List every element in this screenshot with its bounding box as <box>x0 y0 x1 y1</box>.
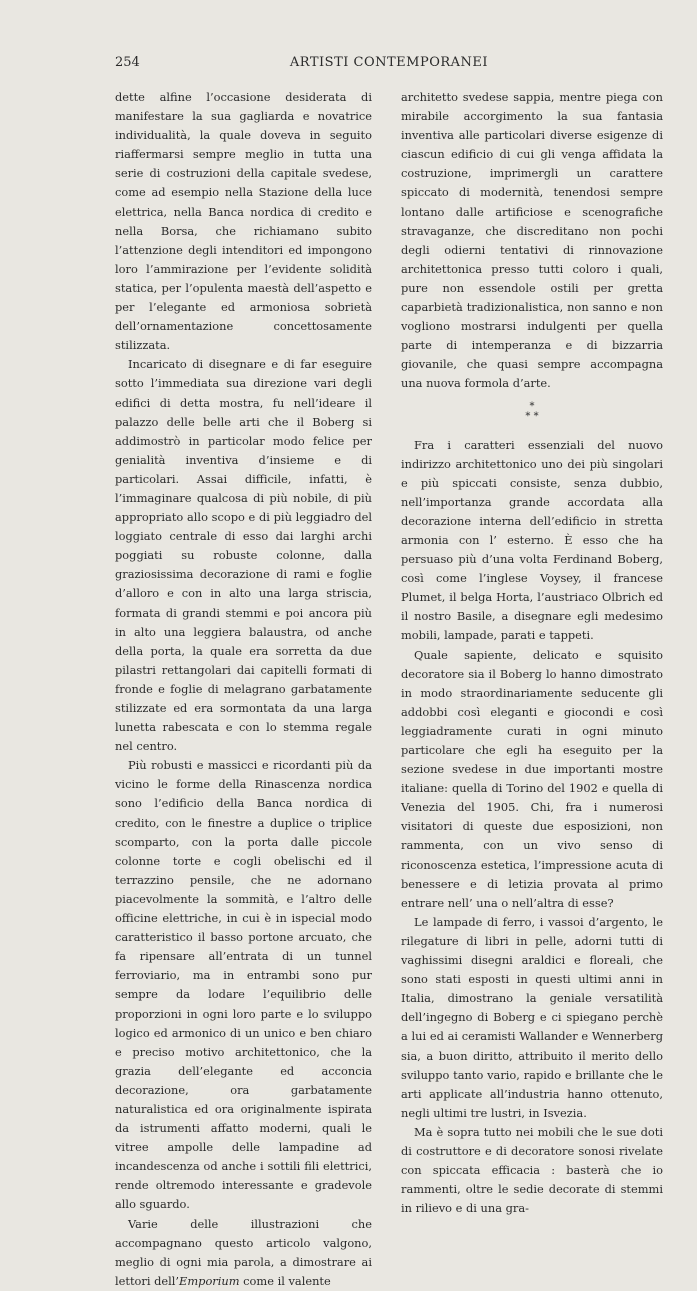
separator-asterisk: * <box>529 400 535 412</box>
paragraph: Quale sapiente, delicato e squisito decoratore sia il Boberg lo hanno dimostrato in modo straordinariamente seducente gli addobbi così eleganti e giocondi e così leggiadramente curati in ogni minuto particolare che egli ha eseguito per la sezione svedese in due importanti mostre italiane: quella di Torino del 1902 e quella di Venezia del 1905. Chi, fra i numerosi visitatori di queste due esposizioni, non rammenta, con un vivo senso di riconoscenza estetica, l’impressione acuta di benessere e di letizia provata al primo entrare nell’ una o nell’altra di esse? <box>401 647 663 910</box>
paragraph <box>115 1215 372 1291</box>
magazine-title: Emporium <box>179 1273 240 1288</box>
paragraph: Fra i caratteri essenziali del nuovo indirizzo architettonico uno dei più singolari e più spiccati consiste, senza dubbio, nell’importanza grande accordata alla decorazione interna dell’edificio in stretta armonia con l’ esterno. È esso che ha persuaso più d’una volta Ferdinand Boberg, così come l’inglese Voysey, il francese Plumet, il belga Horta, l’austriaco Olbrich ed il nostro Basile, a disegnare egli medesimo mobili, lampade, parati e tappeti. <box>401 437 663 643</box>
separator-asterisks: * * <box>525 410 539 422</box>
running-title: ARTISTI CONTEMPORANEI <box>289 55 489 70</box>
paragraph: architetto svedese sappia, mentre piega con mirabile accorgimento la sua fantasia inventiva alle particolari diverse esigenze di ciascun edificio di cui gli venga affidata la costruzione, imprimergli un carattere spiccato di modernità, tenendosi sempre lontano dalle artificiose e scenografiche stravaganze, che discreditano non pochi degli odierni tentativi di rinnovazione architettonica presso tutti coloro i quali, pure non essendole ostili per gretta caparbietà tradizionalistica, non sanno e non vogliono mostrarsi indulgenti per quella parte di intemperanza e di bizzarria giovanile, che quasi sempre accompagna una nuova formola d’arte. <box>401 90 663 391</box>
page-number: 254 <box>115 55 140 70</box>
right-column <box>401 88 663 1218</box>
page-header <box>115 55 663 75</box>
paragraph: dette alfine l’occasione desiderata di manifestare la sua gagliarda e novatrice individualità, la quale doveva in seguito riaffermarsi sempre meglio in tutta una serie di costruzioni della capitale svedese, come ad esempio nella Stazione della luce elettrica, nella Banca nordica di credito e nella Borsa, che richiamano subito l’attenzione degli intenditori ed impongono loro l’ammirazione per l’evidente solidità statica, per l’opulenta maestà dell’aspetto e per l’elegante ed armoniosa sobrietà dell’ornamentazione concettosamente stilizzata. <box>115 90 372 353</box>
paragraph-text: Varie delle illustrazioni che accompagnano questo articolo valgono, meglio di ogni mia parola, a dimostrare ai lettori dell’ <box>115 1216 372 1288</box>
paragraph: Ma è sopra tutto nei mobili che le sue doti di costruttore e di decoratore sonosi rivelate con spiccata efficacia : basterà che io rammenti, oltre le sedie decorate di stemmi in rilievo e di una gra- <box>401 1124 663 1216</box>
paragraph-text: come il valente <box>239 1273 331 1288</box>
paragraph: Incaricato di disegnare e di far eseguire sotto l’immediata sua direzione vari degli edifici di detta mostra, fu nell’ideare il palazzo delle belle arti che il Boberg si addimostrò in particolar modo felice per genialità inventiva d’insieme e di particolari. Assai difficile, infatti, è l’immaginare qualcosa di più nobile, di più appropriato allo scopo e di più leggiadro del loggiato centrale di esso dai larghi archi poggiati su robuste colonne, dalla graziosissima decorazione di rami e foglie d’alloro e con in alto una larga striscia, formata di grandi stemmi e poi ancora più in alto una leggiera balaustra, od anche della porta, la quale era sorretta da due pilastri rettangolari dai capitelli formati di fronde e foglie di melagrano garbatamente stilizzate ed era sormontata da una larga lunetta rabescata e con lo stemma regale nel centro. <box>115 357 372 754</box>
left-column <box>115 88 372 1291</box>
paragraph: Più robusti e massicci e ricordanti più da vicino le forme della Rinascenza nordica sono l’edificio della Banca nordica di credito, con le finestre a duplice o triplice scomparto, con la porta dalle piccole colonne torte e cogli obelischi ed il terrazzino pensile, che ne adornano piacevolmente la sommità, e l’altro delle officine elettriche, in cui è in ispecial modo caratteristico il basso portone arcuato, che fa ripensare all’entrata di un tunnel ferroviario, ma in entrambi sono pur sempre da lodare l’equilibrio delle proporzioni in ogni loro parte e lo sviluppo logico ed armonico di un unico e ben chiaro e preciso motivo architettonico, che la grazia dell’elegante ed acconcia decorazione, ora garbatamente naturalistica ed ora originalmente ispirata da istrumenti affatto moderni, quali le vitree ampolle delle lampadine ad incandescenza od anche i sottili fili elettrici, rende oltremodo interessante e gradevole allo sguardo. <box>115 758 372 1212</box>
paragraph: Le lampade di ferro, i vassoi d’argento, le rilegature di libri in pelle, adorni tutti di vaghissimi disegni araldici e floreali, che sono stati esposti in questi ultimi anni in Italia, dimostrano la geniale versatilità dell’ingegno di Boberg e ci spiegano perchè a lui ed ai ceramisti Wallander e Wennerberg sia, a buon diritto, attribuito il merito dello sviluppo tanto vario, rapido e brillante che le arti applicate all’industria hanno ottenuto, negli ultimi tre lustri, in Isvezia. <box>401 914 663 1120</box>
section-separator <box>401 402 663 422</box>
